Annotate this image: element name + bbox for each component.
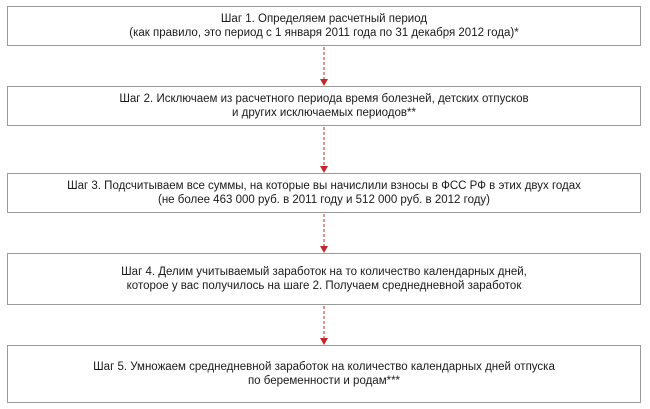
step-5-title: Шаг 5. Умножаем среднедневной заработок на количество календарных дней отпуска xyxy=(93,361,555,373)
step-2-note: и других исключаемых периодов** xyxy=(232,107,416,119)
step-4-note: которое у вас получилось на шаге 2. Получаем среднедневной заработок xyxy=(126,280,522,292)
arrow-step-4-to-5 xyxy=(320,306,328,345)
step-1-note: (как правило, это период с 1 января 2011 года по 31 декабря 2012 года)* xyxy=(129,27,519,39)
arrow-step-2-to-3 xyxy=(320,127,328,173)
arrow-step-1-to-2 xyxy=(320,47,328,86)
step-2-title: Шаг 2. Исключаем из расчетного периода время болезней, детских отпусков xyxy=(119,93,529,105)
step-1-title: Шаг 1. Определяем расчетный период xyxy=(220,13,428,25)
step-3-title: Шаг 3. Подсчитываем все суммы, на которые вы начислили взносы в ФСС РФ в этих двух годах xyxy=(67,180,581,192)
step-4-title: Шаг 4. Делим учитываемый заработок на то количество календарных дней, xyxy=(121,266,527,278)
arrow-step-3-to-4 xyxy=(320,214,328,253)
step-3-note: (не более 463 000 руб. в 2011 году и 512 000 руб. в 2012 году) xyxy=(157,194,491,206)
step-5-note: по беременности и родам*** xyxy=(247,375,401,387)
